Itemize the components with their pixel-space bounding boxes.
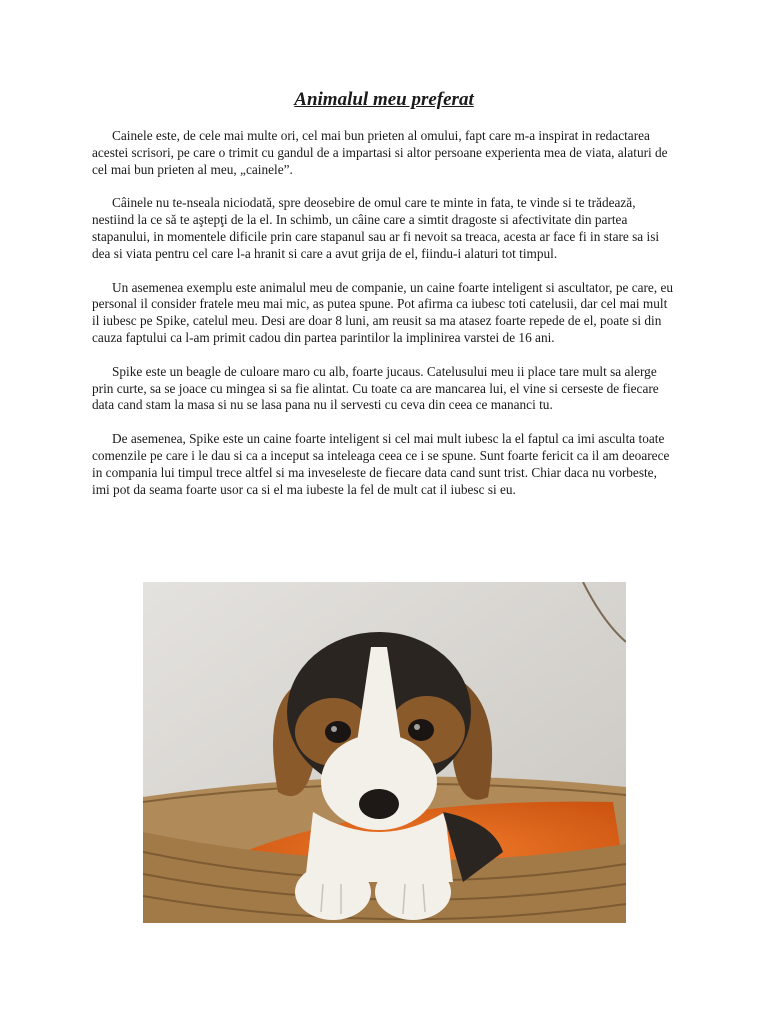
paragraph-2: Câinele nu te-nseala niciodată, spre deosebire de omul care te minte in fata, te vinde si te trădează, nestiind la ce să te aştepţi de la el. In schimb, un câine care a simtit dragoste si afectivitate din partea stapanului, in momentele dificile prin care stapanul sau ar fi nevoit sa treaca, acesta ar face fi in stare sa isi dea si viata pentru cel care l-a hranit si care a avut grija de el, fiindu-i alaturi tot timpul. — [92, 195, 660, 261]
document-title: Animalul meu preferat — [294, 89, 474, 110]
puppy-nose — [359, 789, 399, 819]
puppy-right-eye — [408, 719, 434, 741]
paragraph-4: Spike este un beagle de culoare maro cu alb, foarte jucaus. Catelusului meu ii place tare mult sa alerge prin curte, sa se joace cu mingea si sa fie alintat. Cu toate ca are mancarea lui, el vine si cerseste de fiecare data cand stam la masa si nu se lasa pana nu il servesti cu ceva din ceea ce mananci tu. — [92, 363, 659, 413]
document-body — [92, 128, 676, 515]
puppy-left-paw — [295, 864, 371, 920]
puppy-right-paw — [375, 864, 451, 920]
paragraph-5: De asemenea, Spike este un caine foarte inteligent si cel mai mult iubesc la el faptul ca imi asculta toate comenzile pe care i le dau si ca a inceput sa inteleaga ceea ce i se spune. Sunt foarte fericit ca il am deoarece in compania lui timpul trece altfel si ma inveseleste de fiecare data cand sunt trist. Chiar daca nu vorbeste, imi pot da seama foarte usor ca si el ma iubeste la fel de mult cat il iubesc si eu. — [92, 431, 670, 497]
puppy-left-eye — [325, 721, 351, 743]
paragraph-1: Cainele este, de cele mai multe ori, cel mai bun prieten al omului, fapt care m-a inspirat in redactarea acestei scrisori, pe care o trimit cu gandul de a impartasi si altor persoane experienta mea de viata, alaturi de cel mai bun prieten al meu, „cainele”. — [92, 128, 668, 177]
paragraph-3: Un asemenea exemplu este animalul meu de companie, un caine foarte inteligent si ascultator, pe care, eu personal il consider fratele meu mai mic, as putea spune. Pot afirma ca iubesc toti catelusii, dar cel mai mult il iubesc pe Spike, catelul meu. Desi are doar 8 luni, am reusit sa ma atasez foarte repede de el, poate si din cauza faptului ca l-am primit cadou din partea parintilor la implinirea varstei de 16 ani. — [92, 279, 674, 345]
beagle-puppy-photo — [143, 582, 626, 923]
